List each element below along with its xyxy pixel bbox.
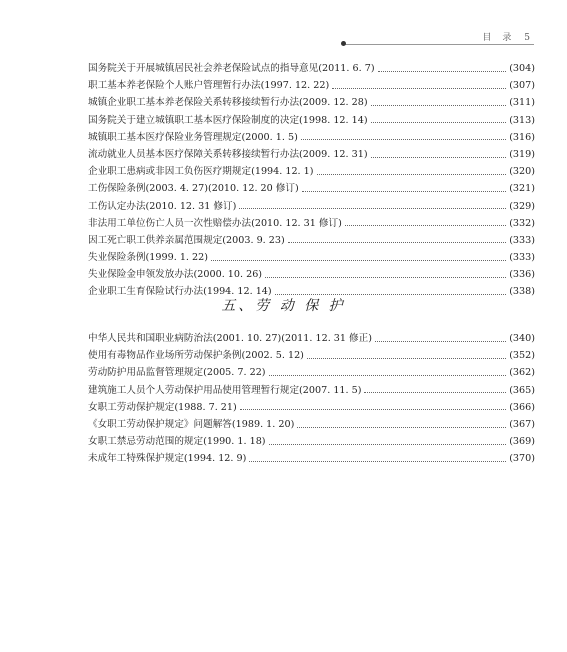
dot-leader — [240, 408, 506, 410]
dot-leader — [375, 340, 506, 342]
dot-leader — [211, 259, 506, 261]
toc-entry-page: (333) — [509, 252, 535, 264]
toc-entry-title: 未成年工特殊保护规定(1994. 12. 9) — [88, 453, 247, 465]
toc-entry-page: (370) — [509, 453, 535, 465]
toc-entry[interactable] — [88, 347, 535, 364]
page-header — [0, 0, 567, 50]
dot-leader — [317, 173, 507, 175]
toc-entry-page: (362) — [509, 367, 535, 379]
toc-list-labor-protection — [88, 330, 535, 468]
toc-entry-page: (336) — [509, 269, 535, 281]
toc-entry[interactable] — [88, 94, 535, 111]
header-rule — [344, 44, 534, 45]
dot-leader — [345, 224, 506, 226]
toc-list-social-insurance — [88, 60, 535, 301]
dot-leader — [269, 443, 507, 445]
toc-entry-title: 失业保险金申领发放办法(2000. 10. 26) — [88, 269, 263, 281]
dot-leader — [302, 190, 506, 192]
dot-leader — [269, 374, 507, 376]
toc-entry[interactable] — [88, 215, 535, 232]
toc-entry[interactable] — [88, 163, 535, 180]
dot-leader — [371, 121, 507, 123]
toc-entry-page: (316) — [509, 131, 535, 143]
toc-entry[interactable] — [88, 416, 535, 433]
toc-entry-title: 工伤认定办法(2010. 12. 31 修订) — [88, 200, 237, 212]
toc-entry-title: 国务院关于建立城镇职工基本医疗保险制度的决定(1998. 12. 14) — [88, 114, 368, 126]
dot-leader — [249, 460, 506, 462]
running-head — [474, 30, 531, 43]
toc-entry-page: (332) — [509, 217, 535, 229]
toc-entry-title: 女职工禁忌劳动范围的规定(1990. 1. 18) — [88, 436, 266, 448]
toc-entry-title: 工伤保险条例(2003. 4. 27)(2010. 12. 20 修订) — [88, 183, 299, 195]
toc-entry[interactable] — [88, 330, 535, 347]
toc-entry-title: 职工基本养老保险个人账户管理暂行办法(1997. 12. 22) — [88, 80, 330, 92]
toc-entry-title: 城镇职工基本医疗保险业务管理规定(2000. 1. 5) — [88, 131, 298, 143]
toc-entry-page: (304) — [509, 63, 535, 74]
toc-entry-title: 国务院关于开展城镇居民社会养老保险试点的指导意见(2011. 6. 7) — [88, 63, 375, 74]
toc-entry-title: 使用有毒物品作业场所劳动保护条例(2002. 5. 12) — [88, 350, 304, 362]
toc-entry-page: (338) — [509, 286, 535, 298]
toc-entry-page: (366) — [509, 401, 535, 413]
toc-entry-title: 失业保险条例(1999. 1. 22) — [88, 252, 208, 264]
toc-entry[interactable] — [88, 433, 535, 450]
toc-entry-page: (321) — [509, 183, 535, 195]
toc-entry-page: (367) — [509, 418, 535, 430]
toc-entry-title: 《女职工劳动保护规定》问题解答(1989. 1. 20) — [88, 418, 295, 430]
toc-entry-page: (365) — [509, 384, 535, 396]
dot-leader — [239, 207, 506, 209]
toc-entry-title: 建筑施工人员个人劳动保护用品使用管理暂行规定(2007. 11. 5) — [88, 384, 362, 396]
toc-entry-title: 流动就业人员基本医疗保障关系转移接续暂行办法(2009. 12. 31) — [88, 148, 368, 160]
toc-entry[interactable] — [88, 249, 535, 266]
toc-entry-page: (313) — [509, 114, 535, 126]
toc-entry-page: (320) — [509, 166, 535, 178]
running-head-label: 目 录 — [482, 33, 513, 43]
page-number: 5 — [524, 33, 531, 43]
toc-entry[interactable] — [88, 180, 535, 197]
dot-leader — [307, 357, 506, 359]
toc-entry-title: 城镇企业职工基本养老保险关系转移接续暂行办法(2009. 12. 28) — [88, 97, 368, 109]
toc-entry-page: (319) — [509, 148, 535, 160]
toc-entry-page: (333) — [509, 234, 535, 246]
toc-entry-page: (311) — [509, 97, 535, 109]
dot-leader — [301, 138, 506, 140]
toc-entry[interactable] — [88, 266, 535, 283]
toc-entry-title: 企业职工生育保险试行办法(1994. 12. 14) — [88, 286, 272, 298]
toc-entry-title: 非法用工单位伤亡人员一次性赔偿办法(2010. 12. 31 修订) — [88, 217, 342, 229]
dot-leader — [265, 276, 506, 278]
dot-leader — [332, 87, 506, 89]
toc-entry[interactable] — [88, 198, 535, 215]
toc-entry[interactable] — [88, 77, 535, 94]
toc-entry[interactable] — [88, 364, 535, 381]
toc-entry[interactable] — [88, 450, 535, 467]
toc-entry-page: (340) — [509, 333, 535, 344]
toc-entry-page: (307) — [509, 80, 535, 92]
toc-entry-page: (352) — [509, 350, 535, 362]
toc-entry-title: 劳动防护用品监督管理规定(2005. 7. 22) — [88, 367, 266, 379]
section-heading: 五、劳 动 保 护 — [221, 298, 346, 314]
toc-entry[interactable] — [88, 129, 535, 146]
header-rule-dot — [341, 41, 346, 46]
toc-entry[interactable] — [88, 382, 535, 399]
dot-leader — [371, 156, 507, 158]
toc-entry[interactable] — [88, 232, 535, 249]
dot-leader — [297, 426, 506, 428]
dot-leader — [371, 104, 507, 106]
dot-leader — [364, 391, 506, 393]
toc-entry[interactable] — [88, 112, 535, 129]
toc-entry[interactable] — [88, 60, 535, 77]
toc-entry-title: 女职工劳动保护规定(1988. 7. 21) — [88, 401, 237, 413]
dot-leader — [288, 241, 506, 243]
toc-entry[interactable] — [88, 146, 535, 163]
toc-entry-title: 中华人民共和国职业病防治法(2001. 10. 27)(2011. 12. 31 修正) — [88, 333, 372, 344]
toc-entry-title: 企业职工患病或非因工负伤医疗期规定(1994. 12. 1) — [88, 166, 314, 178]
toc-entry-page: (369) — [509, 436, 535, 448]
dot-leader — [378, 70, 507, 72]
toc-entry-title: 因工死亡职工供养亲属范围规定(2003. 9. 23) — [88, 234, 285, 246]
toc-entry-page: (329) — [509, 200, 535, 212]
toc-entry[interactable] — [88, 399, 535, 416]
